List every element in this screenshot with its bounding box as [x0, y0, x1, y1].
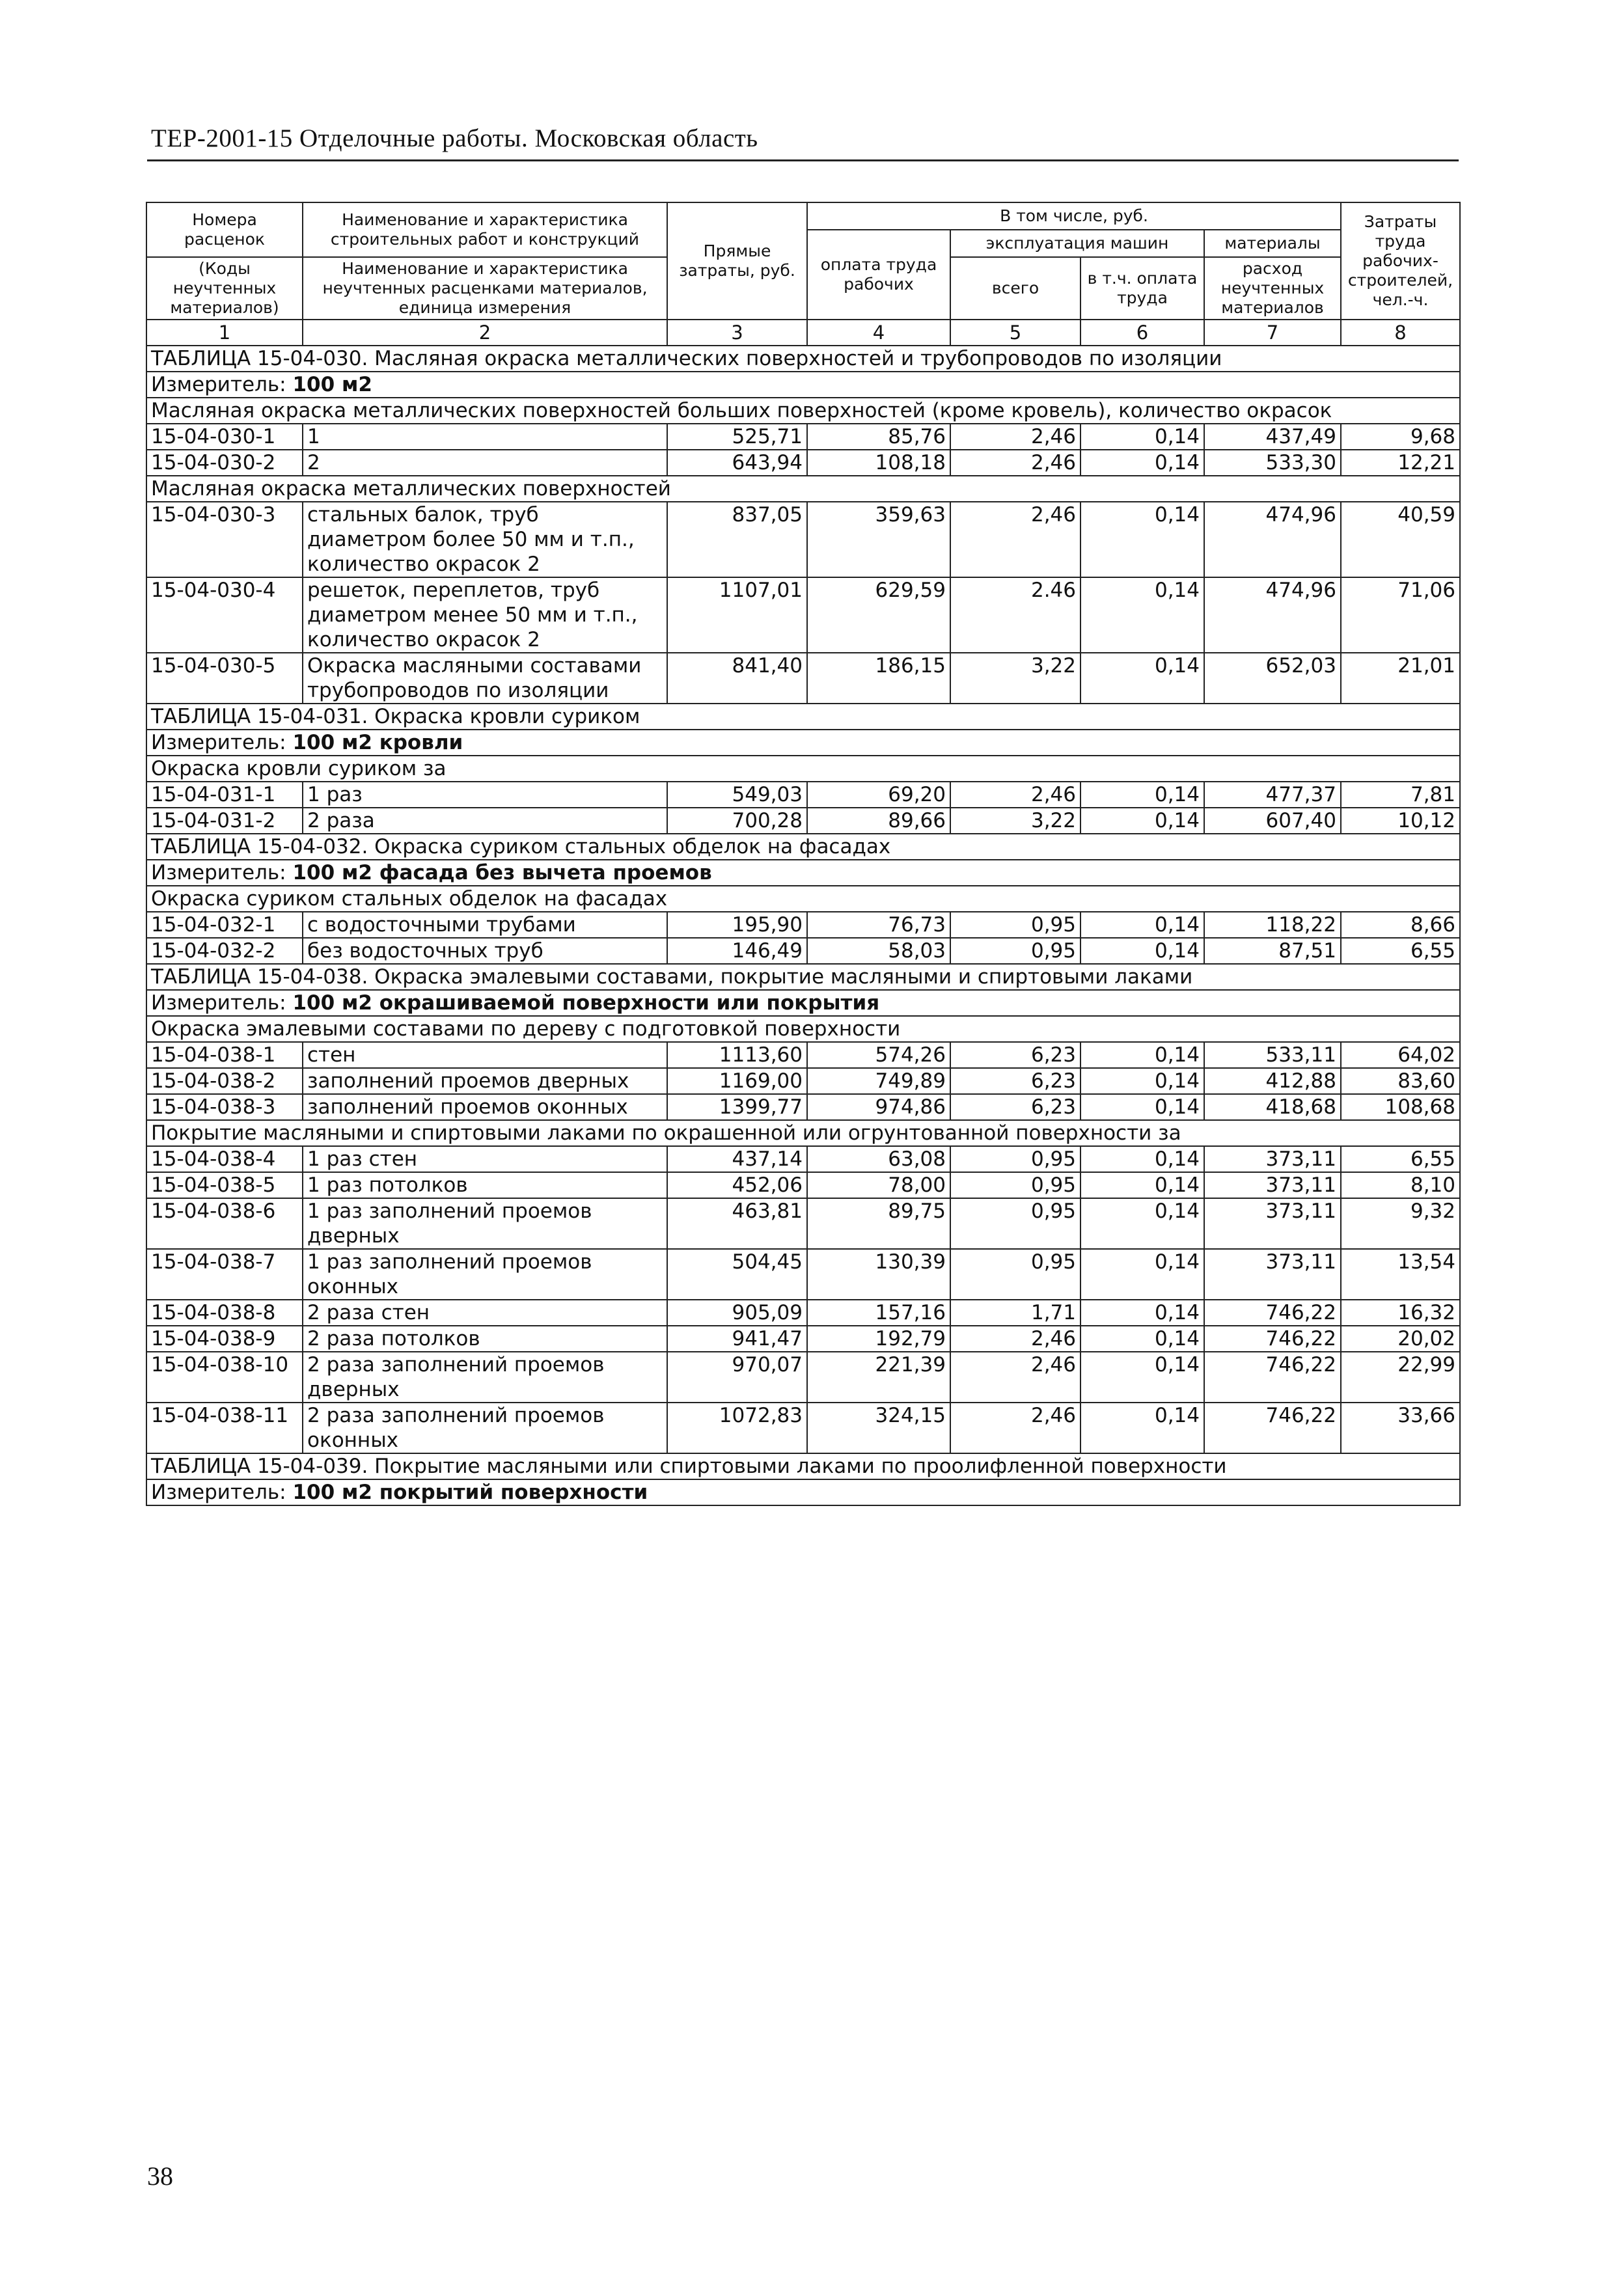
table-row — [146, 1146, 1460, 1172]
machine-cost: 1,71 — [950, 1300, 1080, 1326]
labor-cost: 192,79 — [807, 1326, 950, 1352]
section-title-row — [146, 964, 1460, 990]
col-number: 3 — [667, 320, 807, 346]
rate-code: 15-04-030-3 — [146, 502, 303, 577]
price-table — [146, 202, 1461, 1506]
work-name: Окраска масляными составами трубопроводов по изоляции — [303, 653, 667, 704]
work-name: 2 раза заполнений проемов дверных — [303, 1352, 667, 1403]
labor-hours: 8,66 — [1341, 912, 1460, 938]
work-name: с водосточными трубами — [303, 912, 667, 938]
direct-cost: 941,47 — [667, 1326, 807, 1352]
materials-cost: 437,49 — [1204, 424, 1341, 450]
work-name: заполнений проемов дверных — [303, 1068, 667, 1094]
table-row — [146, 1403, 1460, 1453]
labor-hours: 9,32 — [1341, 1198, 1460, 1249]
machine-cost: 2,46 — [950, 502, 1080, 577]
direct-cost: 837,05 — [667, 502, 807, 577]
col-number: 7 — [1204, 320, 1341, 346]
materials-cost: 533,30 — [1204, 450, 1341, 476]
incl-header: В том числе, руб. — [807, 202, 1341, 230]
machine-labor-cost: 0,14 — [1080, 577, 1204, 653]
meter-label: Измеритель: — [151, 991, 286, 1015]
table-row — [146, 653, 1460, 704]
col-name-sub-header: Наименование и характеристика неучтенных расценками материалов, единица измерения — [303, 257, 667, 320]
table-row — [146, 1094, 1460, 1120]
rate-code: 15-04-031-1 — [146, 782, 303, 808]
group-title-row — [146, 1016, 1460, 1042]
machine-labor-cost: 0,14 — [1080, 1172, 1204, 1198]
section-title: ТАБЛИЦА 15-04-032. Окраска суриком стальных обделок на фасадах — [146, 834, 1460, 860]
direct-cost: 525,71 — [667, 424, 807, 450]
materials-cost: 474,96 — [1204, 577, 1341, 653]
direct-cost: 905,09 — [667, 1300, 807, 1326]
labor-hours: 40,59 — [1341, 502, 1460, 577]
labor-cost: 221,39 — [807, 1352, 950, 1403]
work-name: без водосточных труб — [303, 938, 667, 964]
table-row — [146, 450, 1460, 476]
labor-hours: 16,32 — [1341, 1300, 1460, 1326]
rate-code: 15-04-032-2 — [146, 938, 303, 964]
materials-cost: 533,11 — [1204, 1042, 1341, 1068]
direct-cost: 549,03 — [667, 782, 807, 808]
work-name: 1 раз стен — [303, 1146, 667, 1172]
machine-labor-cost: 0,14 — [1080, 1300, 1204, 1326]
direct-cost: 1072,83 — [667, 1403, 807, 1453]
materials-cost: 474,96 — [1204, 502, 1341, 577]
meter — [146, 1479, 1460, 1505]
labor-cost: 76,73 — [807, 912, 950, 938]
machine-cost: 3,22 — [950, 808, 1080, 834]
page-number: 38 — [147, 2161, 173, 2191]
labor-cost: 78,00 — [807, 1172, 950, 1198]
direct-cost: 1399,77 — [667, 1094, 807, 1120]
direct-cost: 463,81 — [667, 1198, 807, 1249]
labor-hours: 20,02 — [1341, 1326, 1460, 1352]
section-title-row — [146, 1453, 1460, 1479]
table-row — [146, 912, 1460, 938]
materials-header: материалы — [1204, 230, 1341, 257]
machine-cost: 2,46 — [950, 1326, 1080, 1352]
section-title: ТАБЛИЦА 15-04-031. Окраска кровли суриком — [146, 704, 1460, 730]
materials-cost: 373,11 — [1204, 1198, 1341, 1249]
labor-hours: 13,54 — [1341, 1249, 1460, 1300]
machine-labor-cost: 0,14 — [1080, 1198, 1204, 1249]
direct-cost: 700,28 — [667, 808, 807, 834]
work-name: 2 раза — [303, 808, 667, 834]
work-name: 2 раза заполнений проемов оконных — [303, 1403, 667, 1453]
machine-cost: 6,23 — [950, 1094, 1080, 1120]
labor-hours: 83,60 — [1341, 1068, 1460, 1094]
labor-cost: 186,15 — [807, 653, 950, 704]
work-name: 1 раз заполнений проемов оконных — [303, 1249, 667, 1300]
materials-cost: 746,22 — [1204, 1352, 1341, 1403]
table-row — [146, 1042, 1460, 1068]
direct-cost: 1169,00 — [667, 1068, 807, 1094]
table-row — [146, 782, 1460, 808]
work-name: 2 раза потолков — [303, 1326, 667, 1352]
meter-value: 100 м2 покрытий поверхности — [292, 1481, 648, 1504]
group-title: Окраска суриком стальных обделок на фасадах — [146, 886, 1460, 912]
col-code-sub-header: (Коды неучтенных материалов) — [146, 257, 303, 320]
labor-hours: 6,55 — [1341, 938, 1460, 964]
work-name: стен — [303, 1042, 667, 1068]
materials-cost: 373,11 — [1204, 1146, 1341, 1172]
group-title-row — [146, 476, 1460, 502]
table-row — [146, 424, 1460, 450]
meter — [146, 372, 1460, 398]
machine-labor-cost: 0,14 — [1080, 450, 1204, 476]
machine-labor-cost: 0,14 — [1080, 424, 1204, 450]
labor-cost: 629,59 — [807, 577, 950, 653]
materials-cost: 412,88 — [1204, 1068, 1341, 1094]
machine-labor-cost: 0,14 — [1080, 912, 1204, 938]
materials-cost: 746,22 — [1204, 1300, 1341, 1326]
labor-hours: 9,68 — [1341, 424, 1460, 450]
materials-cost: 418,68 — [1204, 1094, 1341, 1120]
materials-cost: 118,22 — [1204, 912, 1341, 938]
column-numbers-row — [146, 320, 1460, 346]
col-number: 4 — [807, 320, 950, 346]
meter-value: 100 м2 — [292, 373, 372, 396]
rate-code: 15-04-038-11 — [146, 1403, 303, 1453]
group-title: Покрытие масляными и спиртовыми лаками по окрашенной или огрунтованной поверхности за — [146, 1120, 1460, 1146]
group-title: Окраска кровли суриком за — [146, 756, 1460, 782]
section-title-row — [146, 834, 1460, 860]
labor-hours: 22,99 — [1341, 1352, 1460, 1403]
section-title-row — [146, 346, 1460, 372]
rate-code: 15-04-030-5 — [146, 653, 303, 704]
direct-cost: 146,49 — [667, 938, 807, 964]
labor-hours: 6,55 — [1341, 1146, 1460, 1172]
machine-cost: 0,95 — [950, 1198, 1080, 1249]
machine-cost: 0,95 — [950, 1146, 1080, 1172]
table-row — [146, 502, 1460, 577]
table-body — [146, 346, 1460, 1505]
group-title: Масляная окраска металлических поверхностей — [146, 476, 1460, 502]
labor-hours: 7,81 — [1341, 782, 1460, 808]
section-title: ТАБЛИЦА 15-04-038. Окраска эмалевыми составами, покрытие масляными и спиртовыми лаками — [146, 964, 1460, 990]
labor-cost: 974,86 — [807, 1094, 950, 1120]
meter-row — [146, 372, 1460, 398]
labor-hours: 8,10 — [1341, 1172, 1460, 1198]
table-row — [146, 1352, 1460, 1403]
materials-cost: 477,37 — [1204, 782, 1341, 808]
labor-cost: 749,89 — [807, 1068, 950, 1094]
col-hours-header: Затраты труда рабочих-строителей, чел.-ч. — [1341, 202, 1460, 320]
labor-hours: 71,06 — [1341, 577, 1460, 653]
direct-cost: 1113,60 — [667, 1042, 807, 1068]
section-title: ТАБЛИЦА 15-04-030. Масляная окраска металлических поверхностей и трубопроводов по изоляции — [146, 346, 1460, 372]
machine-labor-cost: 0,14 — [1080, 653, 1204, 704]
group-title: Окраска эмалевыми составами по дереву с подготовкой поверхности — [146, 1016, 1460, 1042]
work-name: 1 раз — [303, 782, 667, 808]
labor-cost: 58,03 — [807, 938, 950, 964]
machine-cost: 0,95 — [950, 912, 1080, 938]
materials-cost: 746,22 — [1204, 1326, 1341, 1352]
rate-code: 15-04-031-2 — [146, 808, 303, 834]
col-number: 6 — [1080, 320, 1204, 346]
col-direct-header: Прямые затраты, руб. — [667, 202, 807, 320]
meter-value: 100 м2 кровли — [292, 731, 463, 754]
rate-code: 15-04-038-8 — [146, 1300, 303, 1326]
labor-hours: 10,12 — [1341, 808, 1460, 834]
table-row — [146, 1300, 1460, 1326]
labor-cost: 130,39 — [807, 1249, 950, 1300]
meter-label: Измеритель: — [151, 1481, 286, 1504]
meter — [146, 990, 1460, 1016]
machine-labor-cost: 0,14 — [1080, 782, 1204, 808]
labor-cost: 63,08 — [807, 1146, 950, 1172]
materials-cost: 746,22 — [1204, 1403, 1341, 1453]
machine-cost: 0,95 — [950, 1172, 1080, 1198]
rate-code: 15-04-038-9 — [146, 1326, 303, 1352]
rate-code: 15-04-038-3 — [146, 1094, 303, 1120]
rate-code: 15-04-038-4 — [146, 1146, 303, 1172]
direct-cost: 970,07 — [667, 1352, 807, 1403]
col-name-header: Наименование и характеристика строительных работ и конструкций — [303, 202, 667, 257]
labor-hours: 12,21 — [1341, 450, 1460, 476]
machine-labor-cost: 0,14 — [1080, 1094, 1204, 1120]
work-name: 1 — [303, 424, 667, 450]
machine-labor-cost: 0,14 — [1080, 1042, 1204, 1068]
rate-code: 15-04-030-1 — [146, 424, 303, 450]
running-head: ТЕР-2001-15 Отделочные работы. Московская область — [151, 124, 758, 152]
table-header — [146, 202, 1460, 346]
col-code-header: Номера расценок — [146, 202, 303, 257]
table-row — [146, 1172, 1460, 1198]
col-number: 8 — [1341, 320, 1460, 346]
col-materials-header: расход неучтенных материалов — [1204, 257, 1341, 320]
rate-code: 15-04-030-4 — [146, 577, 303, 653]
table-row — [146, 1198, 1460, 1249]
meter-row — [146, 860, 1460, 886]
machine-labor-cost: 0,14 — [1080, 1326, 1204, 1352]
meter — [146, 730, 1460, 756]
direct-cost: 841,40 — [667, 653, 807, 704]
materials-cost: 373,11 — [1204, 1172, 1341, 1198]
machine-labor-cost: 0,14 — [1080, 1403, 1204, 1453]
labor-cost: 69,20 — [807, 782, 950, 808]
table-row — [146, 1326, 1460, 1352]
work-name: 1 раз заполнений проемов дверных — [303, 1198, 667, 1249]
rate-code: 15-04-038-2 — [146, 1068, 303, 1094]
meter-value: 100 м2 фасада без вычета проемов — [292, 861, 712, 884]
col-number: 2 — [303, 320, 667, 346]
meter-row — [146, 990, 1460, 1016]
group-title-row — [146, 756, 1460, 782]
materials-cost: 652,03 — [1204, 653, 1341, 704]
machine-labor-cost: 0,14 — [1080, 1146, 1204, 1172]
machine-labor-cost: 0,14 — [1080, 808, 1204, 834]
machine-cost: 2,46 — [950, 1403, 1080, 1453]
rate-code: 15-04-030-2 — [146, 450, 303, 476]
direct-cost: 437,14 — [667, 1146, 807, 1172]
labor-hours: 64,02 — [1341, 1042, 1460, 1068]
machine-labor-cost: 0,14 — [1080, 938, 1204, 964]
work-name: решеток, переплетов, труб диаметром менее 50 мм и т.п., количество окрасок 2 — [303, 577, 667, 653]
machine-cost: 6,23 — [950, 1042, 1080, 1068]
group-title: Масляная окраска металлических поверхностей больших поверхностей (кроме кровель), количество окрасок — [146, 398, 1460, 424]
labor-cost: 324,15 — [807, 1403, 950, 1453]
machine-cost: 2,46 — [950, 1352, 1080, 1403]
group-title-row — [146, 398, 1460, 424]
meter-row — [146, 730, 1460, 756]
materials-cost: 607,40 — [1204, 808, 1341, 834]
rate-code: 15-04-038-1 — [146, 1042, 303, 1068]
rate-code: 15-04-038-7 — [146, 1249, 303, 1300]
labor-cost: 359,63 — [807, 502, 950, 577]
materials-cost: 373,11 — [1204, 1249, 1341, 1300]
machine-cost: 2,46 — [950, 782, 1080, 808]
col-number: 5 — [950, 320, 1080, 346]
table-row — [146, 808, 1460, 834]
section-title: ТАБЛИЦА 15-04-039. Покрытие масляными или спиртовыми лаками по проолифленной поверхности — [146, 1453, 1460, 1479]
table-row — [146, 1249, 1460, 1300]
meter — [146, 860, 1460, 886]
col-mach-total-header: всего — [950, 257, 1080, 320]
meter-label: Измеритель: — [151, 373, 286, 396]
labor-cost: 89,75 — [807, 1198, 950, 1249]
work-name: заполнений проемов оконных — [303, 1094, 667, 1120]
machine-cost: 0,95 — [950, 1249, 1080, 1300]
labor-hours: 108,68 — [1341, 1094, 1460, 1120]
rate-code: 15-04-038-10 — [146, 1352, 303, 1403]
table-row — [146, 938, 1460, 964]
work-name: 2 — [303, 450, 667, 476]
machine-cost: 0,95 — [950, 938, 1080, 964]
machine-labor-cost: 0,14 — [1080, 1249, 1204, 1300]
direct-cost: 1107,01 — [667, 577, 807, 653]
table-row — [146, 1068, 1460, 1094]
machine-labor-cost: 0,14 — [1080, 1068, 1204, 1094]
header-rule — [147, 159, 1459, 161]
work-name: 1 раз потолков — [303, 1172, 667, 1198]
labor-hours: 21,01 — [1341, 653, 1460, 704]
direct-cost: 452,06 — [667, 1172, 807, 1198]
direct-cost: 643,94 — [667, 450, 807, 476]
labor-cost: 108,18 — [807, 450, 950, 476]
col-mach-labor-header: в т.ч. оплата труда — [1080, 257, 1204, 320]
group-title-row — [146, 1120, 1460, 1146]
work-name: 2 раза стен — [303, 1300, 667, 1326]
machine-cost: 2,46 — [950, 450, 1080, 476]
labor-cost: 157,16 — [807, 1300, 950, 1326]
table-row — [146, 577, 1460, 653]
rate-code: 15-04-038-6 — [146, 1198, 303, 1249]
work-name: стальных балок, труб диаметром более 50 мм и т.п., количество окрасок 2 — [303, 502, 667, 577]
labor-cost: 89,66 — [807, 808, 950, 834]
labor-cost: 574,26 — [807, 1042, 950, 1068]
direct-cost: 504,45 — [667, 1249, 807, 1300]
meter-label: Измеритель: — [151, 731, 286, 754]
rate-code: 15-04-038-5 — [146, 1172, 303, 1198]
group-title-row — [146, 886, 1460, 912]
meter-value: 100 м2 окрашиваемой поверхности или покрытия — [292, 991, 880, 1015]
meter-row — [146, 1479, 1460, 1505]
machine-labor-cost: 0,14 — [1080, 1352, 1204, 1403]
machine-cost: 2.46 — [950, 577, 1080, 653]
machine-labor-cost: 0,14 — [1080, 502, 1204, 577]
meter-label: Измеритель: — [151, 861, 286, 884]
direct-cost: 195,90 — [667, 912, 807, 938]
machine-cost: 3,22 — [950, 653, 1080, 704]
labor-hours: 33,66 — [1341, 1403, 1460, 1453]
labor-cost: 85,76 — [807, 424, 950, 450]
machine-cost: 2,46 — [950, 424, 1080, 450]
machine-cost: 6,23 — [950, 1068, 1080, 1094]
machines-header: эксплуатация машин — [950, 230, 1204, 257]
rate-code: 15-04-032-1 — [146, 912, 303, 938]
col-labor-header: оплата труда рабочих — [807, 230, 950, 320]
col-number: 1 — [146, 320, 303, 346]
section-title-row — [146, 704, 1460, 730]
materials-cost: 87,51 — [1204, 938, 1341, 964]
